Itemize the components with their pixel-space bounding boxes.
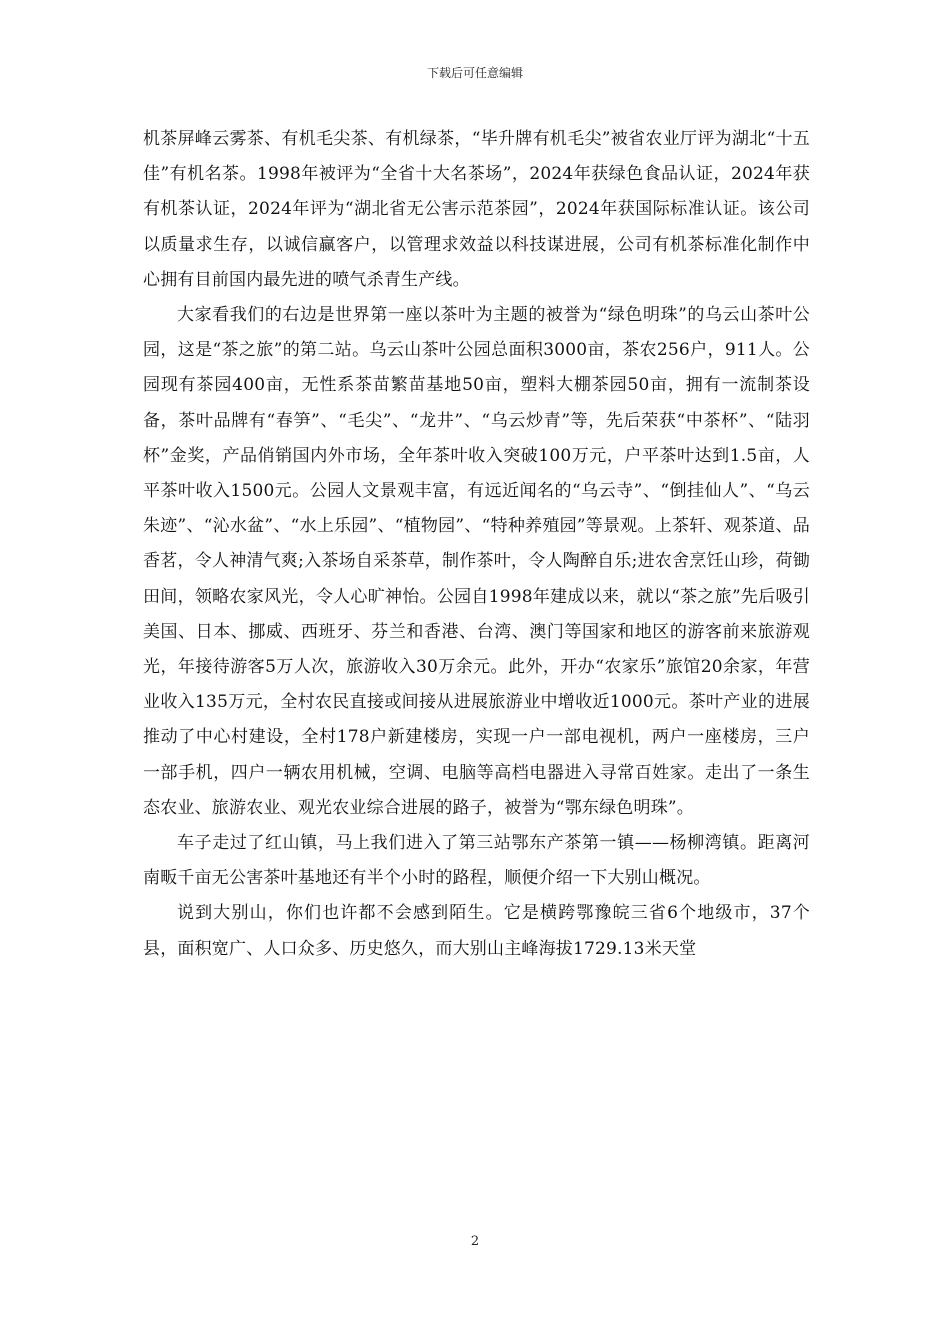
paragraph-2: 大家看我们的右边是世界第一座以茶叶为主题的被誉为“绿色明珠”的乌云山茶叶公园，这是“茶之旅”的第二站。乌云山茶叶公园总面积3000亩，茶农256户，911人。公园现有茶园400亩，无性系茶苗繁苗基地50亩，塑料大棚茶园50亩，拥有一流制茶设备，茶叶品牌有“春笋”、“毛尖”、“龙井”、“乌云炒青”等，先后荣获“中茶杯”、“陆羽杯”金奖，产品俏销国内外市场，全年茶叶收入突破100万元，户平茶叶达到1.5亩，人平茶叶收入1500元。公园人文景观丰富，有远近闻名的“乌云寺”、“倒挂仙人”、“乌云朱迹”、“沁水盆”、“水上乐园”、“植物园”、“特种养殖园”等景观。上茶轩、观茶道、品香茗，令人神清气爽;入茶场自采茶草，制作茶叶，令人陶醉自乐;进农舍烹饪山珍，荷锄田间，领略农家风光，令人心旷神怡。公园自1998年建成以来，就以“茶之旅”先后吸引美国、日本、挪威、西班牙、芬兰和香港、台湾、澳门等国家和地区的游客前来旅游观光，年接待游客5万人次，旅游收入30万余元。此外，开办“农家乐”旅馆20余家，年营业收入135万元，全村农民直接或间接从进展旅游业中增收近1000元。茶叶产业的进展推动了中心村建设，全村178户新建楼房，实现一户一部电视机，两户一座楼房，三户一部手机，四户一辆农用机械，空调、电脑等高档电器进入寻常百姓家。走出了一条生态农业、旅游农业、观光农业综合进展的路子，被誉为“鄂东绿色明珠”。 [143, 305, 810, 818]
page-header: 下载后可任意编辑 [426, 66, 523, 80]
page-number: 2 [470, 1234, 480, 1249]
document-body [143, 122, 810, 967]
paragraph-1: 机茶屏峰云雾茶、有机毛尖茶、有机绿茶，“毕升牌有机毛尖”被省农业厅评为湖北“十五佳”有机名茶。1998年被评为“全省十大名茶场”，2024年获绿色食品认证，2024年获有机茶认证，2024年评为“湖北省无公害示范茶园”，2024年获国际标准认证。该公司以质量求生存，以诚信赢客户，以管理求效益以科技谋进展，公司有机茶标准化制作中心拥有目前国内最先进的喷气杀青生产线。 [143, 129, 810, 290]
paragraph-3: 车子走过了红山镇，马上我们进入了第三站鄂东产茶第一镇——杨柳湾镇。距离河南畈千亩无公害茶叶基地还有半个小时的路程，顺便介绍一下大别山概况。 [143, 833, 810, 889]
paragraph-4: 说到大别山，你们也许都不会感到陌生。它是横跨鄂豫皖三省6个地级市，37个县，面积宽广、人口众多、历史悠久，而大别山主峰海拔1729.13米天堂 [143, 903, 810, 959]
